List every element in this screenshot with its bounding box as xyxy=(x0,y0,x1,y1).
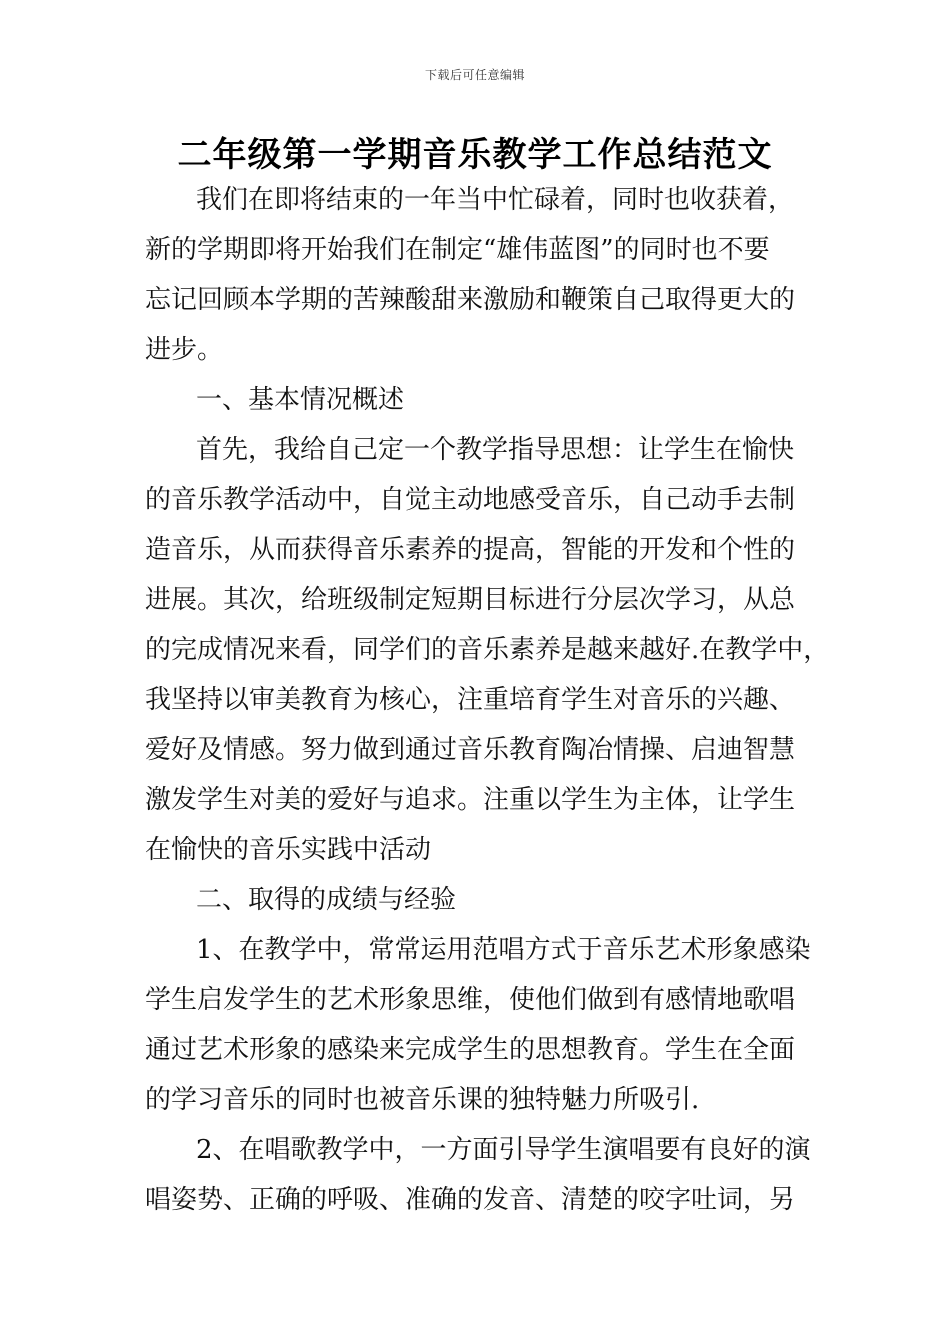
paragraph-line: 进步。 xyxy=(145,335,224,365)
paragraph-line: 激发学生对美的爱好与追求。注重以学生为主体，让学生 xyxy=(145,785,796,815)
header-note: 下载后可任意编辑 xyxy=(424,68,525,82)
paragraph-line: 的音乐教学活动中，自觉主动地感受音乐，自己动手去制 xyxy=(145,485,796,515)
paragraph-line: 新的学期即将开始我们在制定“雄伟蓝图”的同时也不要 xyxy=(145,235,770,265)
paragraph-line: 爱好及情感。努力做到通过音乐教育陶冶情操、启迪智慧 xyxy=(145,735,796,765)
paragraph-line: 在愉快的音乐实践中活动 xyxy=(145,835,432,865)
paragraph-line: 我们在即将结束的一年当中忙碌着，同时也收获着， xyxy=(196,185,795,215)
section-heading: 一、基本情况概述 xyxy=(196,385,405,415)
paragraph-line: 忘记回顾本学期的苦辣酸甜来激励和鞭策自己取得更大的 xyxy=(145,285,796,315)
paragraph-line: 通过艺术形象的感染来完成学生的思想教育。学生在全面 xyxy=(145,1035,796,1065)
paragraph-line: 的完成情况来看，同学们的音乐素养是越来越好.在教学中， xyxy=(145,635,830,665)
paragraph-line: 学生启发学生的艺术形象思维，使他们做到有感情地歌唱 xyxy=(145,985,796,1015)
paragraph-line: 我坚持以审美教育为核心，注重培育学生对音乐的兴趣、 xyxy=(145,685,796,715)
paragraph-line: 进展。其次，给班级制定短期目标进行分层次学习，从总 xyxy=(145,585,796,615)
paragraph-line: 造音乐，从而获得音乐素养的提高，智能的开发和个性的 xyxy=(145,535,796,565)
document-title: 二年级第一学期音乐教学工作总结范文 xyxy=(177,135,773,175)
paragraph-line: 唱姿势、正确的呼吸、准确的发音、清楚的咬字吐词，另 xyxy=(145,1185,796,1215)
paragraph-line: 1、在教学中，常常运用范唱方式于音乐艺术形象感染 xyxy=(196,935,811,965)
paragraph-line: 2、在唱歌教学中，一方面引导学生演唱要有良好的演 xyxy=(196,1135,811,1165)
paragraph-line: 的学习音乐的同时也被音乐课的独特魅力所吸引. xyxy=(145,1085,700,1115)
section-heading: 二、取得的成绩与经验 xyxy=(196,885,457,915)
paragraph-line: 首先，我给自己定一个教学指导思想：让学生在愉快 xyxy=(196,435,795,465)
